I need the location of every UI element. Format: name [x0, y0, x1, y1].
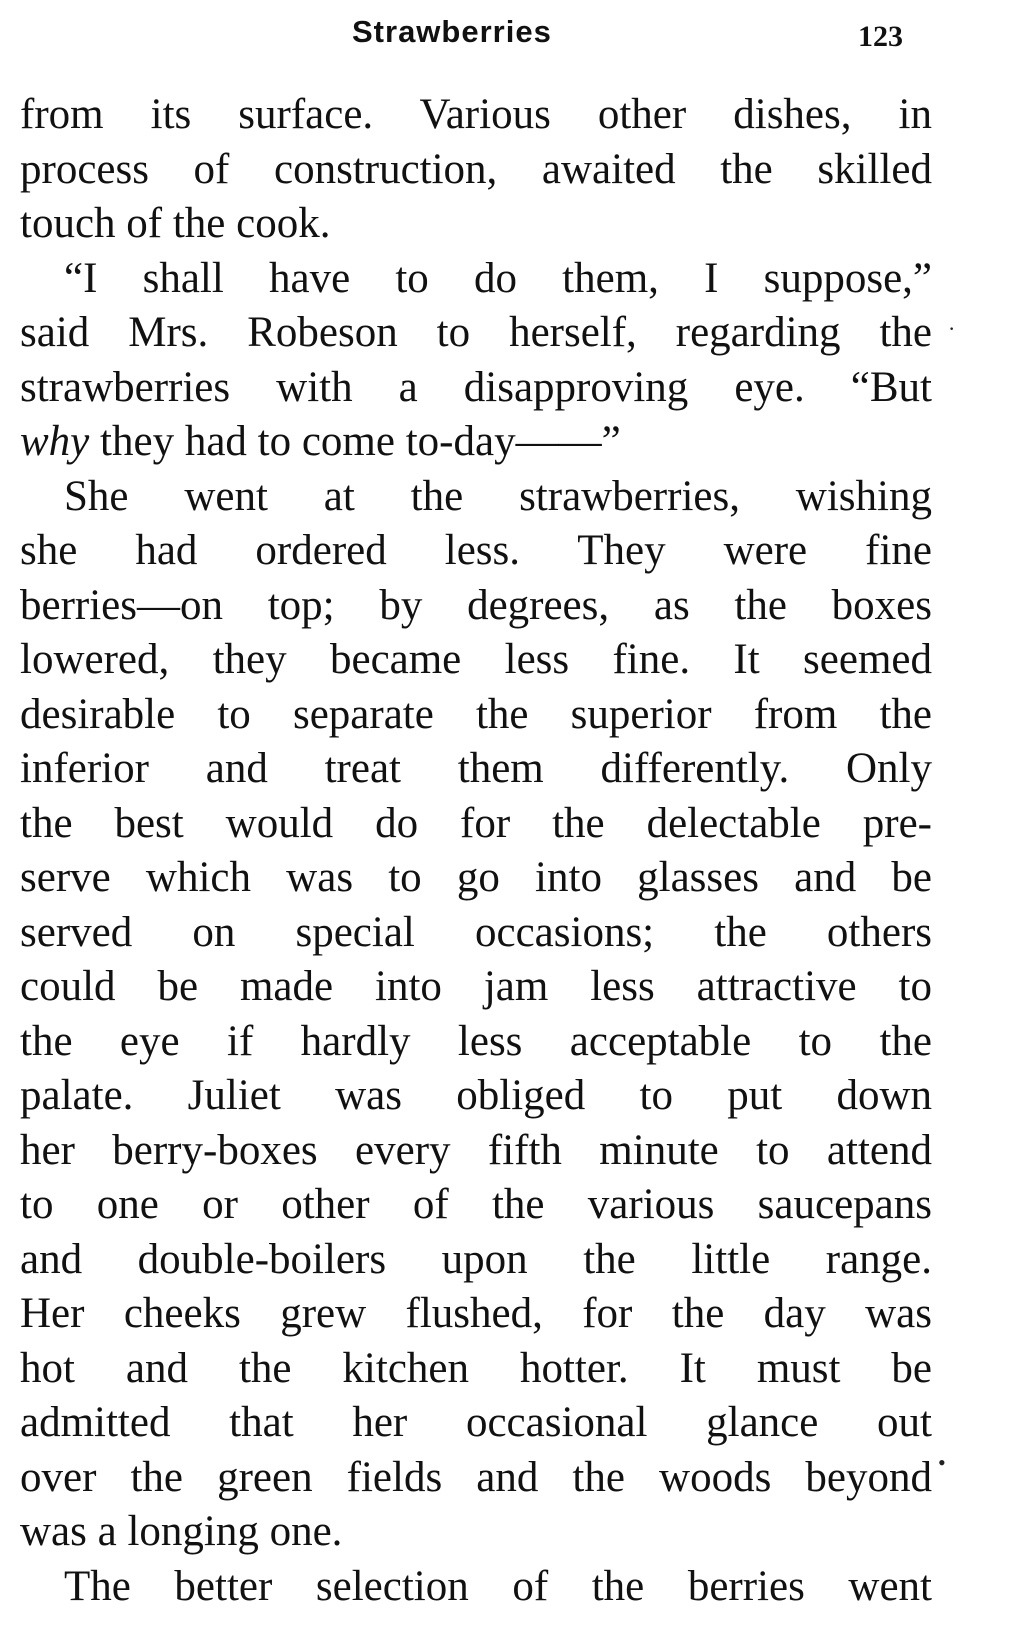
text-line: “I shall have to do them, I suppose,” [64, 254, 932, 302]
text-line: the eye if hardly less acceptable to the [20, 1017, 932, 1065]
text-line: process of construction, awaited the skilled [20, 145, 932, 193]
chapter-title: Strawberries [352, 14, 552, 49]
text-line: serve which was to go into glasses and be [20, 854, 932, 901]
text-line: said Mrs. Robeson to herself, regarding the [20, 309, 932, 356]
text-line: the best would do for the delectable pre- [20, 799, 932, 847]
stray-mark: · [948, 316, 956, 341]
text-line-rest: they had to come to-day——” [100, 418, 621, 465]
text-line: The better selection of the berries went [64, 1562, 932, 1610]
text-line: strawberries with a disapproving eye. “But [20, 363, 932, 411]
text-line: admitted that her occasional glance out [20, 1399, 932, 1446]
text-line: served on special occasions; the others [20, 908, 932, 956]
text-line: from its surface. Various other dishes, in [20, 91, 932, 138]
text-line: hot and the kitchen hotter. It must be [20, 1344, 932, 1392]
stray-mark: • [938, 1450, 946, 1475]
text-line: and double-boilers upon the little range. [20, 1235, 932, 1283]
text-line: could be made into jam less attractive to [20, 963, 932, 1010]
text-line: over the green fields and the woods beyond [20, 1453, 932, 1501]
page-number: 123 [858, 20, 903, 53]
text-line: lowered, they became less fine. It seemed [20, 636, 932, 683]
text-line: touch of the cook. [20, 200, 331, 247]
text-line: palate. Juliet was obliged to put down [20, 1072, 932, 1119]
text-line: her berry-boxes every fifth minute to attend [20, 1126, 932, 1174]
text-line: berries—on top; by degrees, as the boxes [20, 581, 932, 629]
text-line: Her cheeks grew flushed, for the day was [20, 1290, 932, 1337]
text-line: inferior and treat them differently. Only [20, 745, 932, 792]
italic-emphasis: why [20, 418, 90, 465]
text-line [20, 415, 932, 470]
text-line: to one or other of the various saucepans [20, 1181, 932, 1228]
text-line: she had ordered less. They were fine [20, 527, 932, 574]
running-head [0, 14, 1016, 58]
body-text [20, 88, 932, 1614]
text-line: She went at the strawberries, wishing [64, 472, 932, 520]
text-line: desirable to separate the superior from the [20, 690, 932, 738]
text-line: was a longing one. [20, 1508, 343, 1555]
